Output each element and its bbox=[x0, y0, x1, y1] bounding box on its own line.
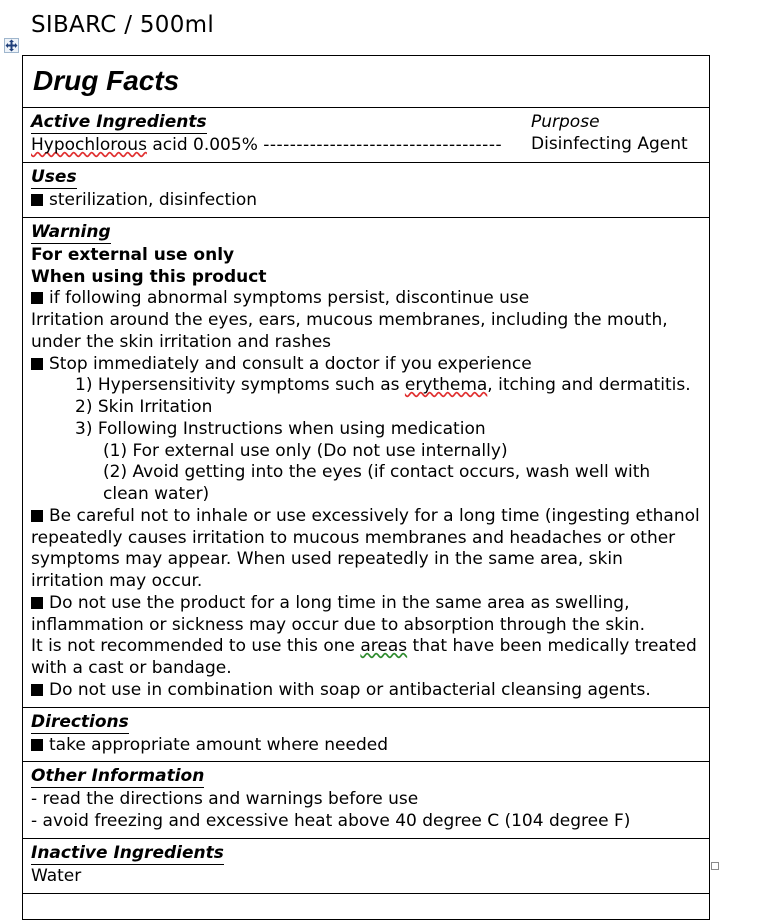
warning-bullet-4-label: Do not use the product for a long time in the same area as swelling, inflammation or sickness may occur due to absorption through the skin. bbox=[31, 592, 645, 635]
warning-bullet-3-label: Be careful not to inhale or use excessively for a long time (ingesting ethanol repeatedly causes irritation to mucous membranes and headaches or other symptoms may appear. When used repeatedly in the same area, skin irritation may occur. bbox=[31, 505, 700, 592]
other-information-line-2: - avoid freezing and excessive heat above 40 degree C (104 degree F) bbox=[31, 811, 631, 832]
warning-numbered-item-1 bbox=[31, 375, 701, 397]
warning-bullet-5-label: Do not use in combination with soap or antibacterial cleansing agents. bbox=[49, 679, 651, 700]
warning-plain-2 bbox=[31, 636, 701, 680]
product-title: SIBARC / 500ml bbox=[31, 12, 215, 38]
active-ingredients-heading: Active Ingredients bbox=[31, 111, 207, 134]
square-bullet-icon bbox=[31, 684, 43, 696]
warning-plain-1: Irritation around the eyes, ears, mucous membranes, including the mouth, under the skin irritation and rashes bbox=[31, 310, 668, 352]
other-information-row bbox=[23, 762, 709, 839]
warning-bullet-2-label: Stop immediately and consult a doctor if you experience bbox=[49, 353, 532, 374]
warning-numbered-item-2: 2) Skin Irritation bbox=[75, 397, 213, 418]
directions-row bbox=[23, 708, 709, 763]
uses-item bbox=[31, 190, 701, 212]
warning-numbered-1-post: , itching and dermatitis. bbox=[487, 375, 691, 396]
drug-facts-table[interactable] bbox=[22, 55, 710, 920]
warning-numbered-1-misspelled: erythema bbox=[404, 375, 488, 396]
square-bullet-icon bbox=[31, 292, 43, 304]
empty-trailing-row[interactable] bbox=[23, 894, 709, 920]
warning-plain-2-grammar-flag: areas bbox=[360, 636, 408, 657]
inactive-ingredients-heading: Inactive Ingredients bbox=[31, 842, 224, 865]
purpose-value: Disinfecting Agent bbox=[531, 134, 688, 155]
square-bullet-icon bbox=[31, 597, 43, 609]
purpose-heading: Purpose bbox=[531, 112, 600, 132]
warning-bold-line-2: When using this product bbox=[31, 266, 267, 287]
table-move-handle-icon[interactable] bbox=[4, 38, 19, 53]
active-ingredient-strength: acid 0.005% bbox=[146, 135, 264, 156]
warning-plain-2-post: that have been medically treated with a cast or bandage. bbox=[31, 636, 697, 679]
directions-item-label: take appropriate amount where needed bbox=[49, 734, 388, 755]
warning-sub-numbered-item-1: (1) For external use only (Do not use internally) bbox=[103, 440, 508, 461]
square-bullet-icon bbox=[31, 739, 43, 751]
table-resize-handle-icon[interactable] bbox=[711, 862, 719, 870]
square-bullet-icon bbox=[31, 358, 43, 370]
warning-numbered-item-3: 3) Following Instructions when using medication bbox=[75, 418, 486, 439]
active-ingredients-row bbox=[23, 108, 709, 163]
warning-sub-numbered-item-2: (2) Avoid getting into the eyes (if contact occurs, wash well with clean water) bbox=[103, 462, 651, 505]
square-bullet-icon bbox=[31, 510, 43, 522]
warning-bullet-2 bbox=[31, 354, 701, 376]
warning-bold-line-1: For external use only bbox=[31, 244, 235, 265]
uses-heading: Uses bbox=[31, 166, 77, 189]
inactive-ingredients-value: Water bbox=[31, 866, 82, 887]
warning-numbered-1-pre: 1) Hypersensitivity symptoms such as bbox=[75, 375, 405, 396]
active-ingredient-line bbox=[31, 135, 531, 157]
directions-heading: Directions bbox=[31, 711, 129, 734]
leader-dashes: ------------------------------------ bbox=[263, 135, 503, 156]
active-ingredient-name: Hypochlorous bbox=[31, 135, 147, 156]
warning-row bbox=[23, 218, 709, 708]
drug-facts-title: Drug Facts bbox=[33, 65, 180, 96]
warning-bullet-4 bbox=[31, 593, 701, 637]
directions-item bbox=[31, 735, 701, 757]
warning-bullet-3 bbox=[31, 506, 701, 593]
other-information-line-1: - read the directions and warnings before use bbox=[31, 789, 419, 810]
warning-heading: Warning bbox=[31, 221, 111, 244]
warning-plain-2-pre: It is not recommended to use this one bbox=[31, 636, 361, 657]
square-bullet-icon bbox=[31, 194, 43, 206]
warning-bullet-1-label: if following abnormal symptoms persist, discontinue use bbox=[49, 288, 530, 309]
warning-bullet-5 bbox=[31, 680, 701, 702]
other-information-heading: Other Information bbox=[31, 765, 204, 788]
warning-bullet-1 bbox=[31, 288, 701, 310]
uses-row bbox=[23, 163, 709, 218]
uses-item-label: sterilization, disinfection bbox=[49, 189, 258, 210]
drug-facts-banner-row bbox=[23, 56, 709, 108]
